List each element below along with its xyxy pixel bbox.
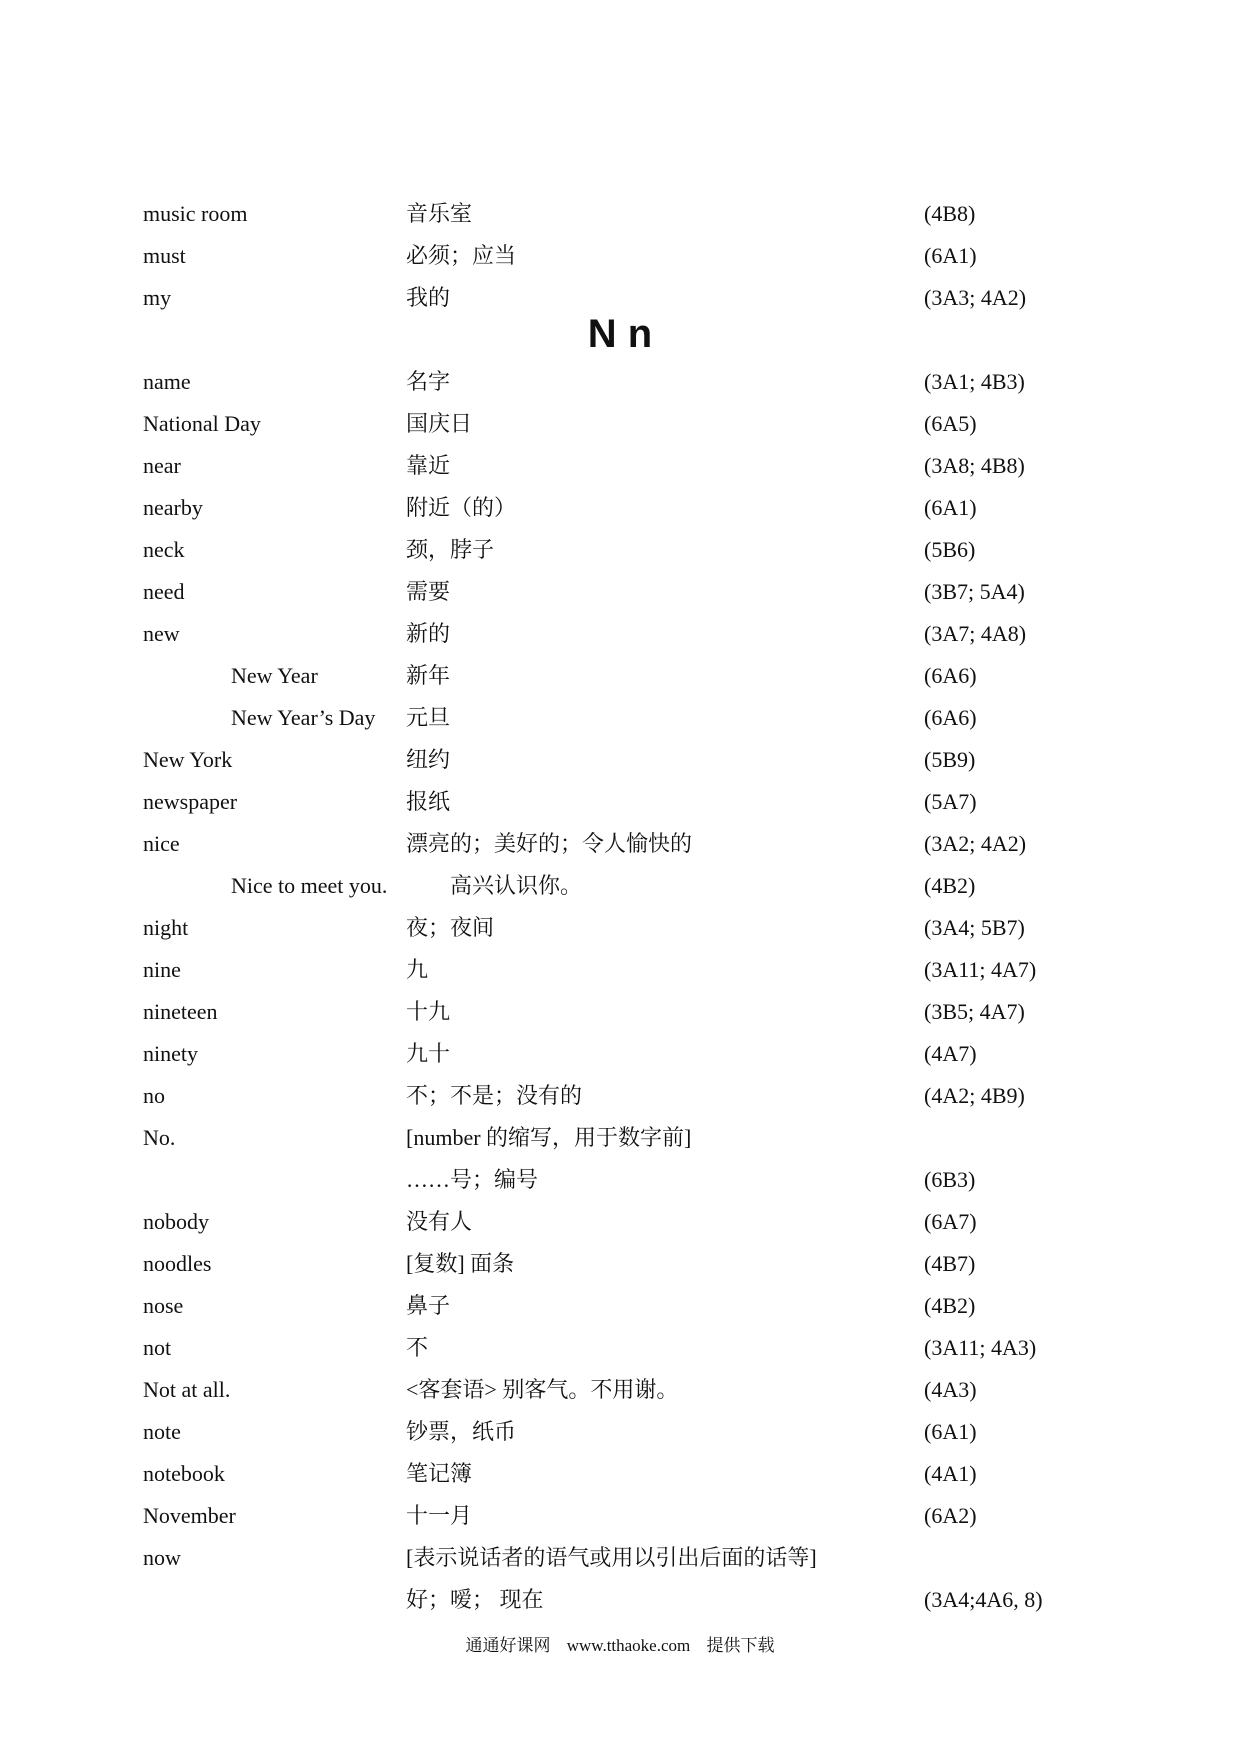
entry-word: nineteen [143, 999, 218, 1024]
entry-unit-reference: (3A8; 4B8) [924, 453, 1025, 478]
entry-word: nose [143, 1293, 184, 1318]
vocabulary-entry [0, 193, 1240, 235]
entry-meaning: 不；不是；没有的 [406, 1083, 583, 1108]
entry-word: neck [143, 537, 185, 562]
vocabulary-entry [0, 1453, 1240, 1495]
entry-word: New York [143, 747, 233, 772]
vocabulary-entry [0, 487, 1240, 529]
entry-word: now [143, 1545, 181, 1570]
entry-meaning: 夜；夜间 [406, 915, 495, 940]
entry-word: Not at all. [143, 1377, 231, 1402]
entry-unit-reference: (3A4; 5B7) [924, 915, 1025, 940]
entry-word: nobody [143, 1209, 209, 1234]
entry-unit-reference: (6A1) [924, 495, 977, 520]
entry-word: near [143, 453, 181, 478]
entry-word: National Day [143, 411, 261, 436]
entry-unit-reference: (3A7; 4A8) [924, 621, 1027, 646]
vocabulary-entry [0, 823, 1240, 865]
section-heading-letter: N n [587, 312, 653, 356]
entry-meaning: 靠近 [406, 453, 451, 478]
entry-meaning: ……号；编号 [406, 1167, 539, 1192]
entry-unit-reference: (6A6) [924, 705, 977, 730]
vocabulary-subentry [0, 655, 1240, 697]
entry-meaning: 元旦 [406, 705, 451, 730]
entry-meaning: 需要 [406, 579, 451, 604]
entry-meaning: 必须；应当 [406, 243, 517, 268]
entry-word: music room [143, 201, 248, 226]
vocabulary-entry [0, 907, 1240, 949]
vocabulary-entry [0, 1369, 1240, 1411]
vocabulary-entry [0, 1243, 1240, 1285]
entry-unit-reference: (6A7) [924, 1209, 977, 1234]
entry-word: nearby [143, 495, 203, 520]
entry-word: Nice to meet you. [231, 873, 388, 898]
vocabulary-entry [0, 1201, 1240, 1243]
entry-word: need [143, 579, 185, 604]
entry-word: nice [143, 831, 180, 856]
vocabulary-entry [0, 571, 1240, 613]
vocabulary-entry [0, 949, 1240, 991]
vocabulary-subentry [0, 865, 1240, 907]
footer-note: 提供下载 [706, 1636, 775, 1655]
entry-meaning: 钞票，纸币 [406, 1419, 517, 1444]
entry-meaning: 我的 [406, 285, 451, 310]
entry-meaning: 附近（的） [406, 495, 517, 520]
vocabulary-entry [0, 445, 1240, 487]
entry-word: note [143, 1419, 181, 1444]
footer-url: www.tthaoke.com [566, 1636, 691, 1655]
entry-meaning: [复数] 面条 [406, 1251, 515, 1276]
entry-unit-reference: (3A11; 4A7) [924, 957, 1037, 982]
entry-word: no [143, 1083, 165, 1108]
vocabulary-entry [0, 1285, 1240, 1327]
entry-word: noodles [143, 1251, 212, 1276]
entry-meaning: [表示说话者的语气或用以引出后面的话等] [406, 1545, 817, 1570]
entry-unit-reference: (3A1; 4B3) [924, 369, 1025, 394]
entry-word: name [143, 369, 191, 394]
entry-word: my [143, 285, 172, 310]
entry-unit-reference: (3B5; 4A7) [924, 999, 1025, 1024]
entry-word: ninety [143, 1041, 198, 1066]
vocabulary-entry [0, 1537, 1240, 1579]
entry-meaning: 不 [406, 1335, 429, 1360]
vocabulary-subentry [0, 697, 1240, 739]
vocabulary-entry [0, 403, 1240, 445]
entry-unit-reference: (3B7; 5A4) [924, 579, 1025, 604]
entry-meaning: 音乐室 [406, 201, 473, 226]
entry-unit-reference: (5B6) [924, 537, 976, 562]
entry-meaning: 报纸 [406, 789, 451, 814]
entry-unit-reference: (6A1) [924, 243, 977, 268]
vocabulary-entry [0, 1075, 1240, 1117]
entry-meaning: 没有人 [406, 1209, 473, 1234]
vocabulary-entry [0, 739, 1240, 781]
entry-meaning: [number 的缩写，用于数字前] [406, 1125, 692, 1150]
vocabulary-entry [0, 613, 1240, 655]
vocabulary-entry [0, 1495, 1240, 1537]
entry-meaning: 颈，脖子 [406, 537, 495, 562]
entry-meaning: 新的 [406, 621, 451, 646]
entry-meaning: 新年 [406, 663, 451, 688]
entry-word: New Year’s Day [231, 705, 376, 730]
entry-meaning: 十一月 [406, 1503, 473, 1528]
entry-unit-reference: (5B9) [924, 747, 976, 772]
entry-meaning: 九十 [406, 1041, 451, 1066]
entry-meaning: 鼻子 [406, 1293, 451, 1318]
entry-word: not [143, 1335, 172, 1360]
footer-site-name: 通通好课网 [465, 1636, 551, 1655]
entry-meaning: 国庆日 [406, 411, 473, 436]
entry-unit-reference: (3A3; 4A2) [924, 285, 1027, 310]
entry-unit-reference: (6A2) [924, 1503, 977, 1528]
vocabulary-entry [0, 235, 1240, 277]
vocabulary-entry [0, 781, 1240, 823]
entry-meaning: 好；嗳； 现在 [406, 1587, 544, 1612]
entry-word: night [143, 915, 189, 940]
entry-meaning: 十九 [406, 999, 451, 1024]
vocabulary-entry [0, 1117, 1240, 1159]
entry-unit-reference: (4A1) [924, 1461, 977, 1486]
entry-meaning: 高兴认识你。 [450, 873, 583, 898]
vocabulary-entry [0, 1033, 1240, 1075]
vocabulary-entry-continuation [0, 1579, 1240, 1621]
entry-meaning: 漂亮的；美好的；令人愉快的 [406, 831, 693, 856]
vocabulary-entry-continuation [0, 1159, 1240, 1201]
entry-unit-reference: (6A1) [924, 1419, 977, 1444]
entry-unit-reference: (4B8) [924, 201, 976, 226]
entry-unit-reference: (4B7) [924, 1251, 976, 1276]
entry-meaning: 纽约 [406, 747, 451, 772]
entry-word: New Year [231, 663, 318, 688]
entry-meaning: 九 [406, 957, 429, 982]
entry-unit-reference: (4A3) [924, 1377, 977, 1402]
entry-word: No. [143, 1125, 176, 1150]
entry-word: new [143, 621, 180, 646]
entry-meaning: 笔记簿 [406, 1461, 473, 1486]
entry-word: November [143, 1503, 236, 1528]
entry-word: notebook [143, 1461, 225, 1486]
entry-unit-reference: (4B2) [924, 1293, 976, 1318]
vocabulary-entry [0, 1327, 1240, 1369]
entry-unit-reference: (3A11; 4A3) [924, 1335, 1037, 1360]
entry-unit-reference: (6A5) [924, 411, 977, 436]
entry-meaning: <客套语> 别客气。不用谢。 [406, 1377, 679, 1402]
entry-unit-reference: (4A2; 4B9) [924, 1083, 1025, 1108]
entry-unit-reference: (3A4;4A6, 8) [924, 1587, 1043, 1612]
entry-unit-reference: (4A7) [924, 1041, 977, 1066]
entry-unit-reference: (6B3) [924, 1167, 976, 1192]
entry-unit-reference: (5A7) [924, 789, 977, 814]
vocabulary-entry [0, 361, 1240, 403]
page-footer [0, 1634, 1240, 1658]
entry-word: nine [143, 957, 181, 982]
entry-unit-reference: (3A2; 4A2) [924, 831, 1027, 856]
entry-word: must [143, 243, 186, 268]
vocabulary-entry [0, 991, 1240, 1033]
vocabulary-entry [0, 1411, 1240, 1453]
vocabulary-entry [0, 529, 1240, 571]
entry-unit-reference: (4B2) [924, 873, 976, 898]
entry-meaning: 名字 [406, 369, 451, 394]
entry-unit-reference: (6A6) [924, 663, 977, 688]
entry-word: newspaper [143, 789, 238, 814]
